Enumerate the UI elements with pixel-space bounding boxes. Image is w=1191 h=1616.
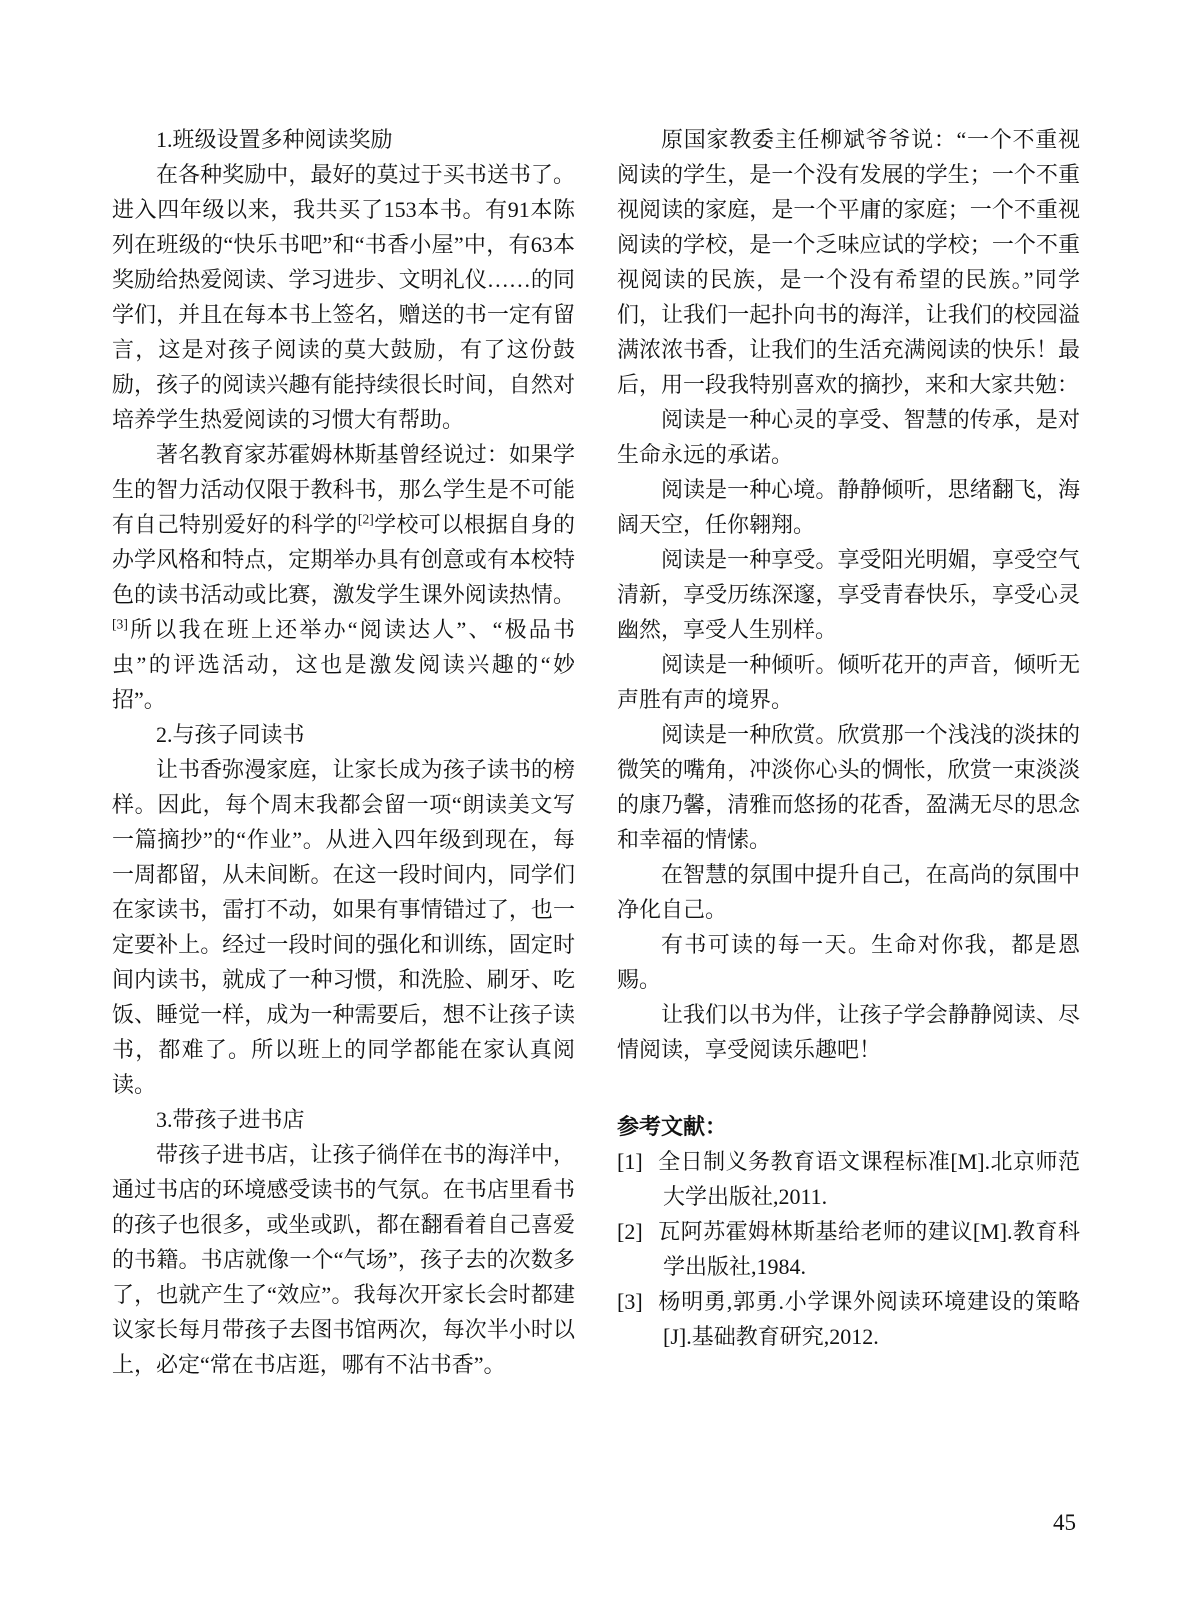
reference-item <box>617 1284 1080 1354</box>
paragraph-read-with-child: 让书香弥漫家庭，让家长成为孩子读书的榜样。因此，每个周末我都会留一项“朗读美文写一篇摘抄”的“作业”。从进入四年级到现在，每一周都留，从未间断。在这一段时间内，同学们在家读书，雷打不动，如果有事情错过了，也一定要补上。经过一段时间的强化和训练，固定时间内读书，就成了一种习惯，和洗脸、刷牙、吃饭、睡觉一样，成为一种需要后，想不让孩子读书，都难了。所以班上的同学都能在家认真阅读。 <box>112 757 575 1097</box>
reference-text: 杨明勇,郭勇.小学课外阅读环境建设的策略[J].基础教育研究,2012. <box>657 1289 1080 1349</box>
reference-item <box>617 1144 1080 1214</box>
paragraph-bookstore: 带孩子进书店，让孩子徜佯在书的海洋中，通过书店的环境感受读书的气氛。在书店里看书的孩子也很多，或坐或趴，都在翻看着自己喜爱的书籍。书店就像一个“气场”，孩子去的次数多了，也就产生了“效应”。我每次开家长会时都建议家长每月带孩子去图书馆两次，每次半小时以上，必定“常在书店逛，哪有不沾书香”。 <box>112 1142 575 1377</box>
paragraph-text: 所以我在班上还举办“阅读达人”、“极品书虫”的评选活动，这也是激发阅读兴趣的“妙招”。 <box>112 617 575 712</box>
citation-2-superscript: [2] <box>357 511 374 527</box>
paragraph-closing: 让我们以书为伴，让孩子学会静静阅读、尽情阅读，享受阅读乐趣吧！ <box>617 1002 1080 1062</box>
paragraph-reading-enjoyment-1: 阅读是一种心灵的享受、智慧的传承，是对生命永远的承诺。 <box>617 407 1080 467</box>
paragraph-text: 著名教育家苏霍姆林斯基曾经说过：如果学生的智力活动仅限于教科书，那么学生是不可能有自己特别爱好的科学的 <box>112 442 575 537</box>
paragraph-text: 学校可以根据自身的办学风格和特点，定期举办具有创意或有本校特色的读书活动或比赛，激发学生课外阅读热情。 <box>112 512 575 607</box>
reference-text: 全日制义务教育语文课程标准[M].北京师范大学出版社,2011. <box>657 1149 1080 1209</box>
section-heading-3: 3.带孩子进书店 <box>156 1107 305 1132</box>
paragraph-sukhomlinsky <box>112 437 575 717</box>
paragraph-reading-enjoyment-4: 阅读是一种倾听。倾听花开的声音，倾听无声胜有声的境界。 <box>617 652 1080 712</box>
left-column <box>112 122 575 1382</box>
paragraph-reading-enjoyment-2: 阅读是一种心境。静静倾听，思绪翻飞，海阔天空，任你翱翔。 <box>617 477 1080 537</box>
text-columns <box>112 122 1080 1382</box>
page-number: 45 <box>1053 1510 1076 1535</box>
reference-text: 瓦阿苏霍姆林斯基给老师的建议[M].教育科学出版社,1984. <box>657 1219 1080 1279</box>
paragraph-reading-enjoyment-5: 阅读是一种欣赏。欣赏那一个浅浅的淡抹的微笑的嘴角，冲淡你心头的惆怅，欣赏一束淡淡的康乃馨，清雅而悠扬的花香，盈满无尽的思念和幸福的情愫。 <box>617 722 1080 852</box>
reference-marker: [3] <box>617 1289 643 1314</box>
reference-item <box>617 1214 1080 1284</box>
reference-marker: [2] <box>617 1219 643 1244</box>
section-heading-1: 1.班级设置多种阅读奖励 <box>156 127 393 152</box>
reference-marker: [1] <box>617 1149 643 1174</box>
paragraph-reading-enjoyment-6: 在智慧的氛围中提升自己，在高尚的氛围中净化自己。 <box>617 862 1080 922</box>
section-heading-2: 2.与孩子同读书 <box>156 722 305 747</box>
citation-3-superscript: [3] <box>112 616 128 632</box>
paragraph-liu-bin-quote: 原国家教委主任柳斌爷爷说：“一个不重视阅读的学生，是一个没有发展的学生；一个不重视阅读的家庭，是一个平庸的家庭；一个不重视阅读的学校，是一个乏味应试的学校；一个不重视阅读的民族，是一个没有希望的民族。”同学们，让我们一起扑向书的海洋，让我们的校园溢满浓浓书香，让我们的生活充满阅读的快乐！最后，用一段我特别喜欢的摘抄，来和大家共勉： <box>617 127 1080 397</box>
paragraph-reading-enjoyment-7: 有书可读的每一天。生命对你我，都是恩赐。 <box>617 932 1080 992</box>
paragraph-reading-rewards: 在各种奖励中，最好的莫过于买书送书了。进入四年级以来，我共买了153本书。有91本陈列在班级的“快乐书吧”和“书香小屋”中，有63本奖励给热爱阅读、学习进步、文明礼仪……的同学们，并且在每本书上签名，赠送的书一定有留言，这是对孩子阅读的莫大鼓励，有了这份鼓励，孩子的阅读兴趣有能持续很长时间，自然对培养学生热爱阅读的习惯大有帮助。 <box>112 162 575 432</box>
references-heading: 参考文献： <box>617 1114 728 1139</box>
right-column <box>617 122 1080 1382</box>
paragraph-reading-enjoyment-3: 阅读是一种享受。享受阳光明媚，享受空气清新，享受历练深邃，享受青春快乐，享受心灵幽然，享受人生别样。 <box>617 547 1080 642</box>
references-section <box>617 1109 1080 1354</box>
